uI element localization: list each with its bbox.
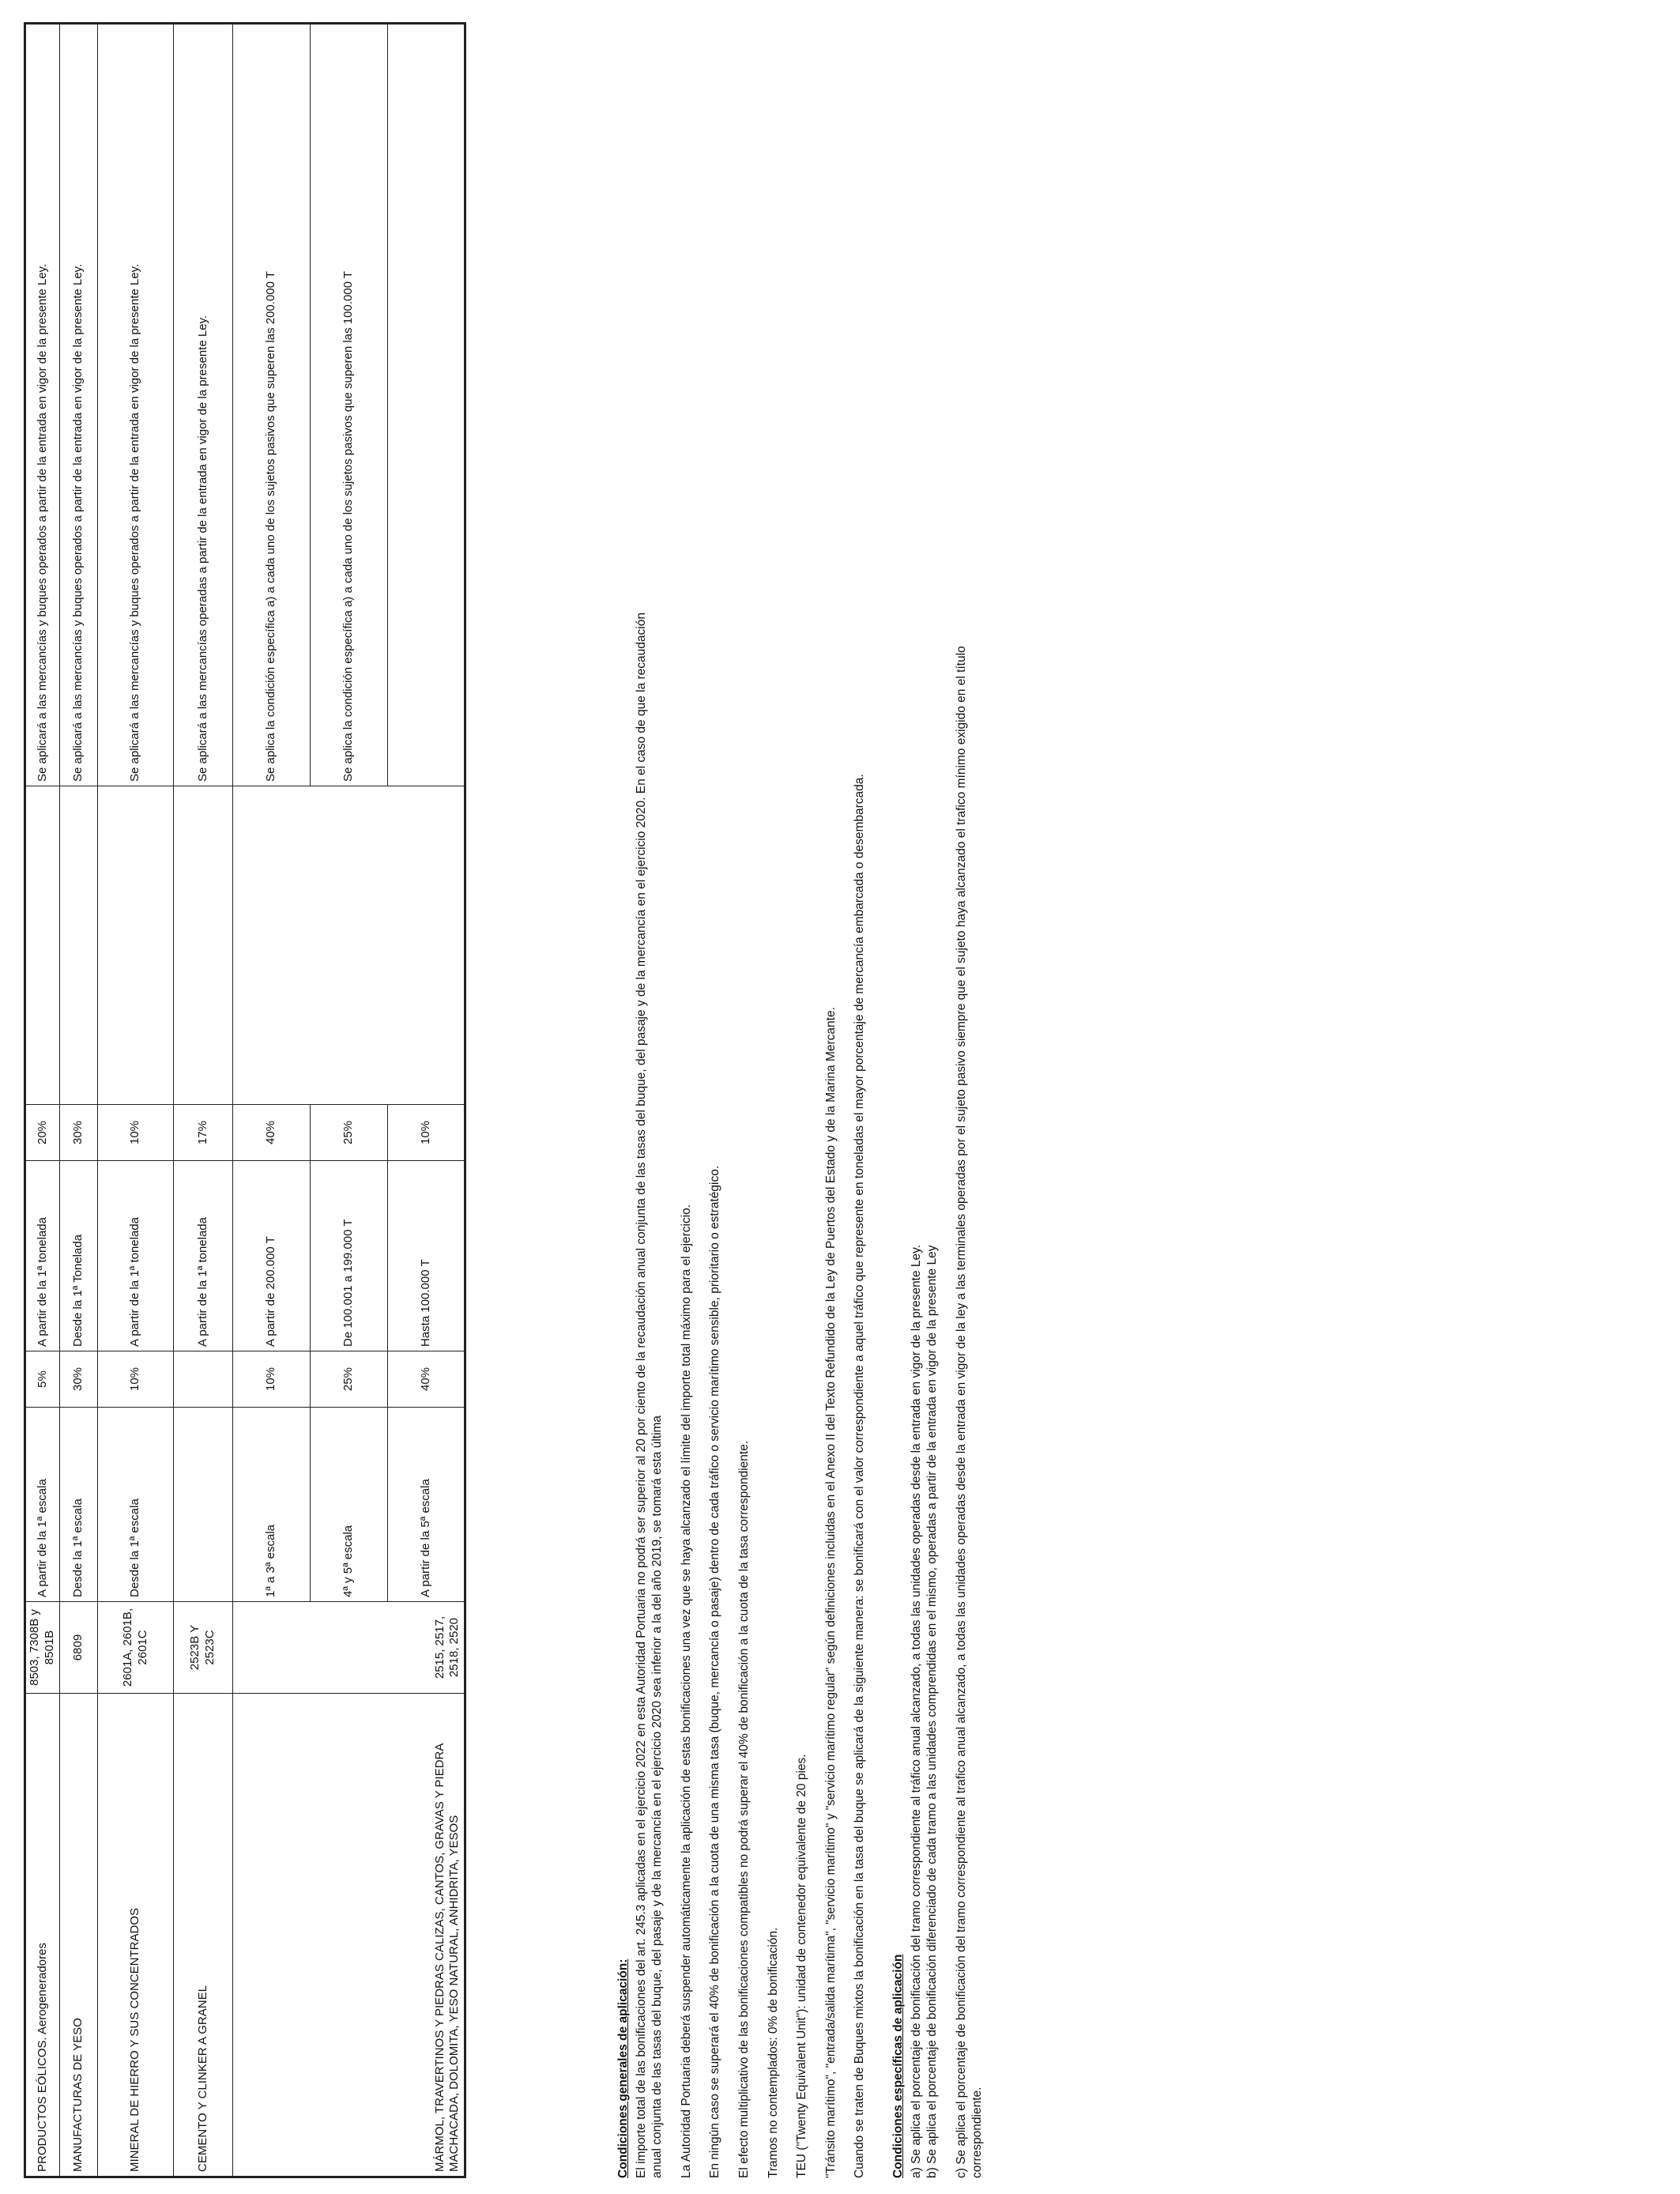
general-paragraph: Cuando se traten de Buques mixtos la bonificación en la tasa del buque se aplicará de la siguiente manera: se bonificará con el valor correspondiente a aquel tráfico que represente en toneladas el mayor porcentaje de mercancía embarcada o desembarcada.	[853, 774, 867, 2178]
product-cell: MINERAL DE HIERRO Y SUS CONCENTRADOS	[98, 1694, 174, 2177]
tonnage-percent-cell: 10%	[98, 1105, 174, 1161]
scale-cell	[174, 1408, 233, 1602]
scale-percent-cell: 25%	[311, 1351, 388, 1408]
specific-condition-a: a) Se aplica el porcentaje de bonificación del tramo correspondiente al tráfico anual alcanzado, a todas las unidades operadas desde la entrada en vigor de la presente Ley.	[909, 1244, 923, 2178]
table-row	[174, 24, 233, 2177]
tonnage-percent-cell: 10%	[388, 1105, 465, 1161]
note-cell: Se aplicará a las mercancías y buques operados a partir de la entrada en vigor de la presente Ley.	[98, 24, 174, 786]
note-cell: Se aplicará a las mercancías y buques operados a partir de la entrada en vigor de la presente Ley.	[25, 24, 60, 786]
product-cell: PRODUCTOS EÓLICOS. Aerogeneradores	[25, 1694, 60, 2177]
specific-condition-b: b) Se aplica el porcentaje de bonificación diferenciado de cada tramo a las unidades comprendidas en el mismo, operadas a partir de la entrada en vigor de la presente Ley	[925, 1245, 940, 2178]
table-row	[98, 24, 174, 2177]
tonnage-cell: A partir de la 1ª tonelada	[98, 1161, 174, 1351]
tonnage-cell: A partir de la 1ª tonelada	[25, 1161, 60, 1351]
specific-condition-c: c) Se aplica el porcentaje de bonificación del tramo correspondiente al trafico anual alcanzado, a todas las unidades operadas desde la entrada en vigor de la ley a las terminales operadas por el sujeto pasivo siempre que el sujeto haya alcanzado el trafico mínimo exigido en el título	[954, 646, 968, 2178]
general-paragraph: "Tránsito marítimo", "entrada/salida marítima", "servicio marítimo" y "servicio marítimo regular" según definiciones incluidas en el Anexo II del Texto Refundido de la Ley de Puertos del Estado y de la Marina Mercante.	[823, 1007, 838, 2178]
codes-cell: 2515, 2517, 2518, 2520	[233, 1602, 465, 1694]
general-paragraph: En ningún caso se superará el 40% de bonificación a la cuota de una misma tasa (buque, mercancía o pasaje) dentro de cada tráfico o servicio marítimo sensible, prioritario o estratégico.	[708, 1165, 722, 2178]
general-paragraph: El importe total de las bonificaciones del art. 245.3 aplicadas en el ejercicio 2022 en esta Autoridad Portuaria no podrá ser superior al 20 por ciento de la recaudación anual conjunta de las tasas del buque, del pasaje y de la mercancía en el ejercicio 2020. En el caso de que la recaudación	[634, 613, 648, 2178]
empty-cell	[233, 786, 465, 1105]
scale-cell: Desde la 1ª escala	[98, 1408, 174, 1602]
tonnage-cell: Desde la 1ª Tonelada	[60, 1161, 98, 1351]
table-row	[60, 24, 98, 2177]
codes-cell: 2523B Y 2523C	[174, 1602, 233, 1694]
tonnage-cell: De 100.001 a 199.000 T	[311, 1161, 388, 1351]
product-cell: MANUFACTURAS DE YESO	[60, 1694, 98, 2177]
general-conditions-heading: Condiciones generales de aplicación:	[616, 1958, 630, 2178]
scale-cell: 4ª y 5ª escala	[311, 1408, 388, 1602]
tonnage-cell: A partir de 200.000 T	[233, 1161, 311, 1351]
tonnage-percent-cell: 30%	[60, 1105, 98, 1161]
specific-conditions-heading: Condiciones específicas de aplicación	[891, 1954, 905, 2178]
tonnage-percent-cell: 17%	[174, 1105, 233, 1161]
table-row	[233, 24, 311, 2177]
tonnage-percent-cell: 40%	[233, 1105, 311, 1161]
scale-cell: 1ª a 3ª escala	[233, 1408, 311, 1602]
tonnage-percent-cell: 25%	[311, 1105, 388, 1161]
general-paragraph: La Autoridad Portuaria deberá suspender automáticamente la aplicación de estas bonificaciones una vez que se haya alcanzado el límite del importe total máximo para el ejercicio.	[679, 1204, 693, 2178]
specific-conditions	[891, 28, 985, 2178]
note-cell: Se aplica la condición específica a) a cada uno de los sujetos pasivos que superen las 200.000 T	[233, 24, 311, 786]
bonus-table	[24, 22, 466, 2178]
note-cell: Se aplicará a las mercancías operadas a partir de la entrada en vigor de la presente Ley.	[174, 24, 233, 786]
scale-cell: A partir de la 5ª escala	[388, 1408, 465, 1602]
scale-percent-cell: 10%	[98, 1351, 174, 1408]
note-cell	[388, 24, 465, 786]
scale-percent-cell	[174, 1351, 233, 1408]
general-paragraph: El efecto multiplicativo de las bonificaciones compatibles no podrá superar el 40% de bonificación a la cuota de la tasa correspondiente.	[736, 1440, 751, 2178]
tonnage-cell: Hasta 100.000 T	[388, 1161, 465, 1351]
scale-percent-cell: 40%	[388, 1351, 465, 1408]
product-cell: CEMENTO Y CLINKER A GRANEL	[174, 1694, 233, 2177]
table-row	[25, 24, 60, 2177]
codes-cell: 6809	[60, 1602, 98, 1694]
empty-cell	[60, 786, 98, 1105]
general-paragraph: TEU ("Twenty Equivalent Unit"): unidad de contenedor equivalente de 20 pies.	[795, 1754, 809, 2178]
conditions-section	[616, 28, 1000, 2178]
scale-percent-cell: 10%	[233, 1351, 311, 1408]
empty-cell	[98, 786, 174, 1105]
tonnage-percent-cell: 20%	[25, 1105, 60, 1161]
general-paragraph: Tramos no contemplados: 0% de bonificación.	[766, 1927, 780, 2178]
scale-percent-cell: 5%	[25, 1351, 60, 1408]
note-cell: Se aplicará a las mercancías y buques operados a partir de la entrada en vigor de la presente Ley.	[60, 24, 98, 786]
codes-cell: 2601A, 2601B, 2601C	[98, 1602, 174, 1694]
empty-cell	[174, 786, 233, 1105]
scale-percent-cell: 30%	[60, 1351, 98, 1408]
product-cell: MÁRMOL, TRAVERTINOS Y PIEDRAS CALIZAS, CANTOS, GRAVAS Y PIEDRA MACHACADA, DOLOMITA, YESO NATURAL, ANHIDRITA, YESOS	[233, 1694, 465, 2177]
scale-cell: Desde la 1ª escala	[60, 1408, 98, 1602]
specific-condition-c-cont: correspondiente.	[970, 2087, 985, 2178]
tonnage-cell: A partir de la 1ª tonelada	[174, 1161, 233, 1351]
empty-cell	[25, 786, 60, 1105]
note-cell: Se aplica la condición específica a) a cada uno de los sujetos pasivos que superen las 100.000 T	[311, 24, 388, 786]
general-paragraph: anual conjunta de las tasas del buque, del pasaje y de la mercancía en el ejercicio 2020 sea inferior a la del año 2019, se tomará esta última	[650, 1415, 665, 2178]
codes-cell: 8503, 7308B y 8501B	[25, 1602, 60, 1694]
scale-cell: A partir de la 1ª escala	[25, 1408, 60, 1602]
